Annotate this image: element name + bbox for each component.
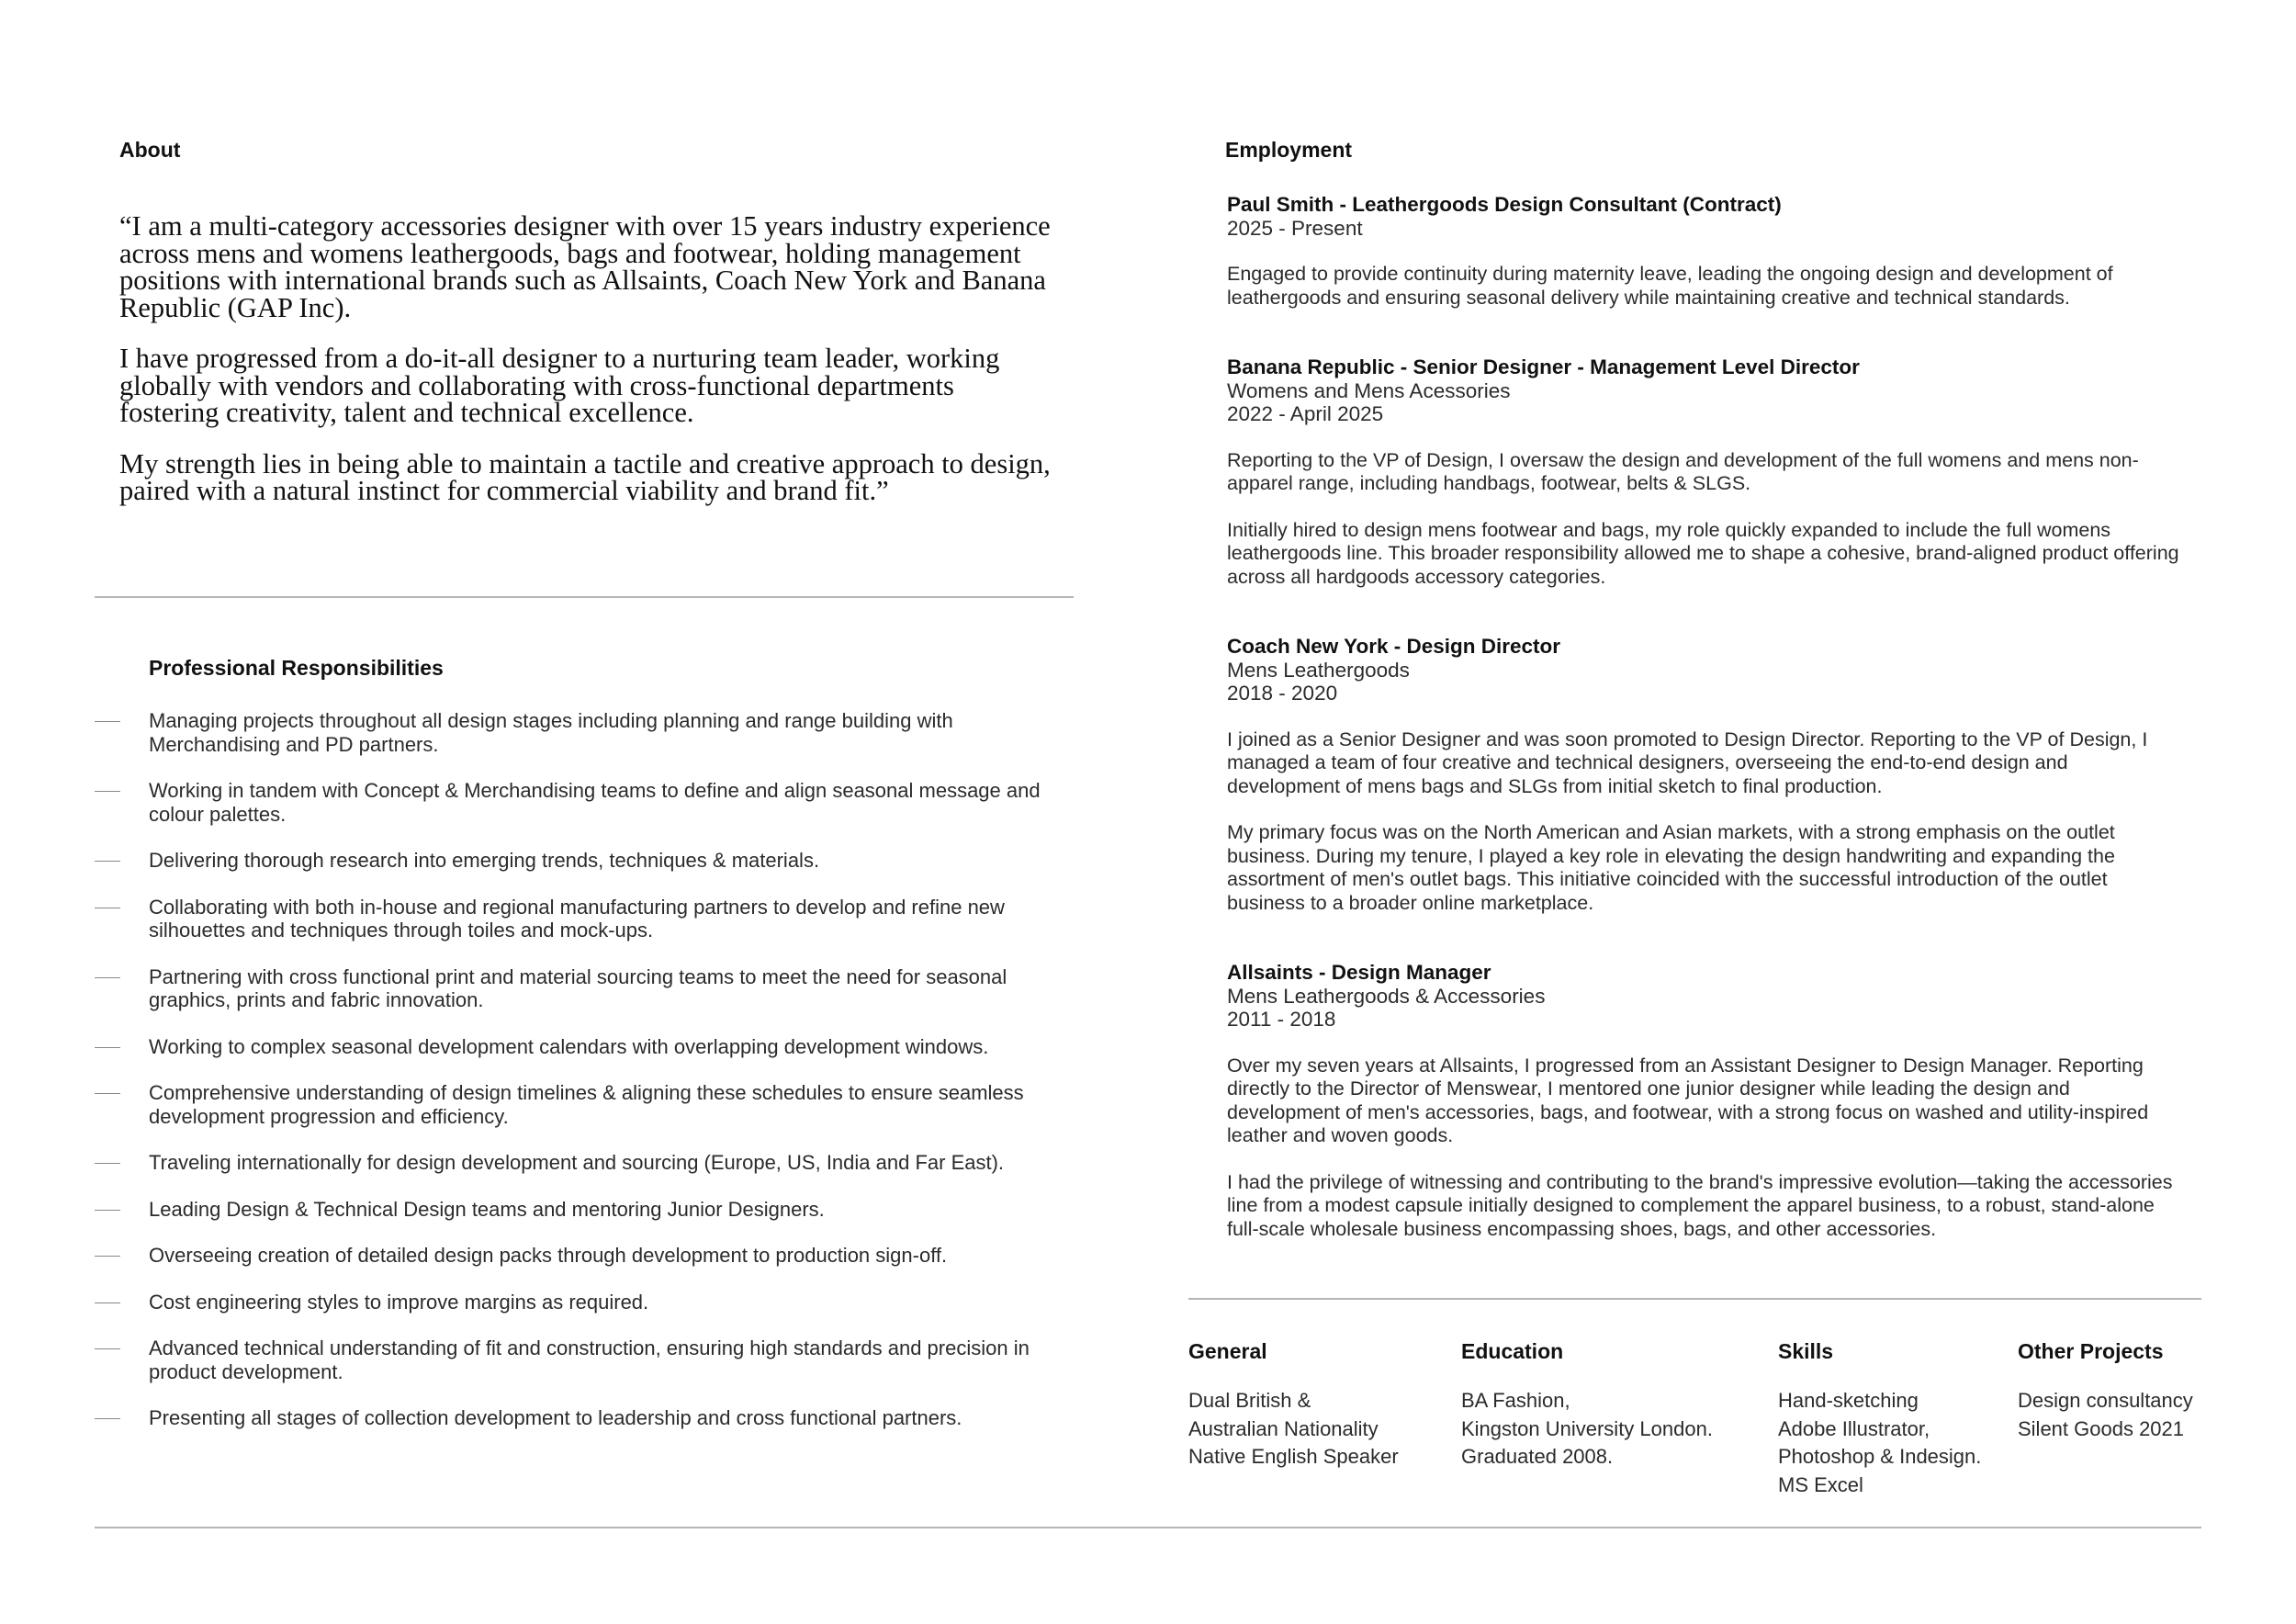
dash-bullet	[95, 1163, 120, 1164]
job-description: Engaged to provide continuity during maternity leave, leading the ongoing design and development of leathergoods and ensuring seasonal delivery while maintaining creative and technical standards.	[1227, 263, 2113, 309]
education-column	[1461, 1339, 1713, 1472]
info-line: Hand-sketching	[1778, 1389, 1919, 1412]
dash-bullet	[95, 791, 120, 792]
job-dates: 2011 - 2018	[1227, 1008, 1336, 1031]
job-description: Over my seven years at Allsaints, I progressed from an Assistant Designer to Design Manager. Reporting directly to the Director of Menswear, I mentored one junior designer while leading the design and development of men's accessories, bags, and footwear, with a strong focus on washed and utility-inspired leather and woven goods.	[1227, 1054, 2149, 1146]
about-paragraph: My strength lies in being able to maintain a tactile and creative approach to design, paired with a natural instinct for commercial viability and brand fit.”	[119, 447, 1051, 506]
list-item-text: Delivering thorough research into emerging trends, techniques & materials.	[149, 849, 820, 872]
list-item-text: Traveling internationally for design development and sourcing (Europe, US, India and Far East).	[149, 1151, 1005, 1174]
employment-divider	[1188, 1298, 2201, 1300]
list-item-text: Working to complex seasonal development calendars with overlapping development windows.	[149, 1034, 989, 1058]
list-item-text: Leading Design & Technical Design teams and mentoring Junior Designers.	[149, 1197, 825, 1221]
list-item-text: Managing projects throughout all design stages including planning and range building with Merchandising and PD partners.	[149, 709, 953, 756]
list-item	[95, 1081, 1086, 1128]
dash-bullet	[95, 1418, 120, 1419]
education-lines	[1461, 1387, 1713, 1472]
info-line: Adobe Illustrator,	[1778, 1416, 1930, 1440]
job-title: Coach New York - Design Director	[1227, 635, 1561, 658]
info-line: BA Fashion,	[1461, 1389, 1570, 1412]
list-item	[95, 709, 1086, 756]
job-description: I joined as a Senior Designer and was soon promoted to Design Director. Reporting to the VP of Design, I managed a team of four creative and technical designers, overseeing the end-to-end design and development of mens bags and SLGs from initial sketch to final production.	[1227, 727, 2148, 797]
skills-heading: Skills	[1778, 1339, 1834, 1363]
job-entry	[1227, 355, 2182, 589]
job-dates: 2022 - April 2025	[1227, 402, 1384, 425]
list-item-text: Working in tandem with Concept & Merchandising teams to define and align seasonal message and colour palettes.	[149, 779, 1041, 826]
list-item-text: Collaborating with both in-house and regional manufacturing partners to develop and refine new silhouettes and techniques through toiles and mock-ups.	[149, 895, 1005, 942]
skills-lines	[1778, 1387, 1981, 1499]
dash-bullet	[95, 1256, 120, 1257]
job-entry	[1227, 961, 2182, 1241]
info-line: Australian Nationality	[1188, 1416, 1379, 1440]
job-description: My primary focus was on the North American and Asian markets, with a strong emphasis on the outlet business. During my tenure, I played a key role in elevating the design handwriting and expanding the assortment of men's outlet bags. This initiative coincided with the successful introduction of the outlet business to a broader online marketplace.	[1227, 821, 2115, 914]
about-heading: About	[119, 138, 181, 162]
job-title: Paul Smith - Leathergoods Design Consultant (Contract)	[1227, 193, 1782, 216]
bottom-divider	[95, 1527, 2201, 1528]
dash-bullet	[95, 721, 120, 722]
info-line: Design consultancy	[2018, 1389, 2193, 1412]
list-item	[95, 779, 1086, 826]
job-subtitle: Mens Leathergoods & Accessories	[1227, 984, 1546, 1008]
list-item	[95, 1198, 1086, 1222]
info-line: MS Excel	[1778, 1472, 1863, 1496]
info-line: Dual British &	[1188, 1389, 1311, 1412]
job-subtitle: Womens and Mens Acessories	[1227, 378, 1511, 402]
employment-list	[1227, 193, 2182, 1287]
job-dates: 2025 - Present	[1227, 216, 1363, 240]
job-entry	[1227, 193, 2182, 310]
list-item	[95, 1151, 1086, 1175]
list-item-text: Cost engineering styles to improve margins as required.	[149, 1290, 649, 1314]
info-line: Kingston University London.	[1461, 1416, 1713, 1440]
dash-bullet	[95, 1047, 120, 1048]
dash-bullet	[95, 977, 120, 978]
job-description: I had the privilege of witnessing and contributing to the brand's impressive evolution—taking the accessories line from a modest capsule initially designed to complement the apparel business, to a robust, stand-alone full-scale wholesale business encompassing shoes, bags, and other accessories.	[1227, 1170, 2173, 1240]
education-heading: Education	[1461, 1339, 1564, 1363]
list-item	[95, 1035, 1086, 1059]
info-line: Photoshop & Indesign.	[1778, 1445, 1982, 1468]
info-line: Graduated 2008.	[1461, 1445, 1614, 1468]
list-item	[95, 1336, 1086, 1383]
job-title: Allsaints - Design Manager	[1227, 961, 1491, 984]
about-paragraph: “I am a multi-category accessories designer with over 15 years industry experience across mens and womens leathergoods, bags and footwear, holding management positions with international brands such as Allsaints, Coach New York and Banana Republic (GAP Inc).	[119, 210, 1051, 323]
dash-bullet	[95, 1210, 120, 1211]
other-projects-column	[2018, 1339, 2193, 1443]
info-line: Silent Goods 2021	[2018, 1416, 2185, 1440]
list-item	[95, 965, 1086, 1012]
other-projects-heading: Other Projects	[2018, 1339, 2164, 1363]
info-line: Native English Speaker	[1188, 1445, 1399, 1468]
list-item	[95, 849, 1086, 873]
about-quote	[119, 210, 1056, 529]
list-item-text: Overseeing creation of detailed design packs through development to production sign-off.	[149, 1244, 948, 1267]
list-item-text: Advanced technical understanding of fit and construction, ensuring high standards and precision in product development.	[149, 1336, 1030, 1383]
responsibilities-list	[95, 709, 1086, 1453]
general-column	[1188, 1339, 1399, 1472]
job-title: Banana Republic - Senior Designer - Management Level Director	[1227, 355, 1860, 378]
dash-bullet	[95, 1093, 120, 1094]
other-projects-lines	[2018, 1387, 2193, 1443]
job-description: Reporting to the VP of Design, I oversaw the design and development of the full womens and mens non-apparel range, including handbags, footwear, belts & SLGS.	[1227, 448, 2139, 494]
list-item-text: Presenting all stages of collection development to leadership and cross functional partners.	[149, 1406, 962, 1429]
employment-heading: Employment	[1225, 138, 1353, 162]
list-item-text: Partnering with cross functional print and material sourcing teams to meet the need for seasonal graphics, prints and fabric innovation.	[149, 964, 1007, 1011]
general-lines	[1188, 1387, 1399, 1472]
about-divider	[95, 596, 1074, 598]
skills-column	[1778, 1339, 1981, 1499]
job-description: Initially hired to design mens footwear and bags, my role quickly expanded to include the full womens leathergoods line. This broader responsibility allowed me to shape a cohesive, brand-aligned product offering across all hardgoods accessory categories.	[1227, 518, 2179, 588]
list-item-text: Comprehensive understanding of design timelines & aligning these schedules to ensure seamless development progression and efficiency.	[149, 1081, 1024, 1128]
dash-bullet	[95, 861, 120, 862]
list-item	[95, 896, 1086, 942]
general-heading: General	[1188, 1339, 1267, 1363]
job-entry	[1227, 635, 2182, 915]
job-subtitle: Mens Leathergoods	[1227, 658, 1410, 682]
about-paragraph: I have progressed from a do-it-all designer to a nurturing team leader, working globally with vendors and collaborating with cross-functional departments fostering creativity, talent and technical excellence.	[119, 343, 1000, 428]
job-dates: 2018 - 2020	[1227, 682, 1338, 705]
dash-bullet	[95, 1348, 120, 1349]
list-item	[95, 1244, 1086, 1268]
responsibilities-heading: Professional Responsibilities	[149, 656, 444, 680]
list-item	[95, 1291, 1086, 1314]
list-item	[95, 1406, 1086, 1430]
